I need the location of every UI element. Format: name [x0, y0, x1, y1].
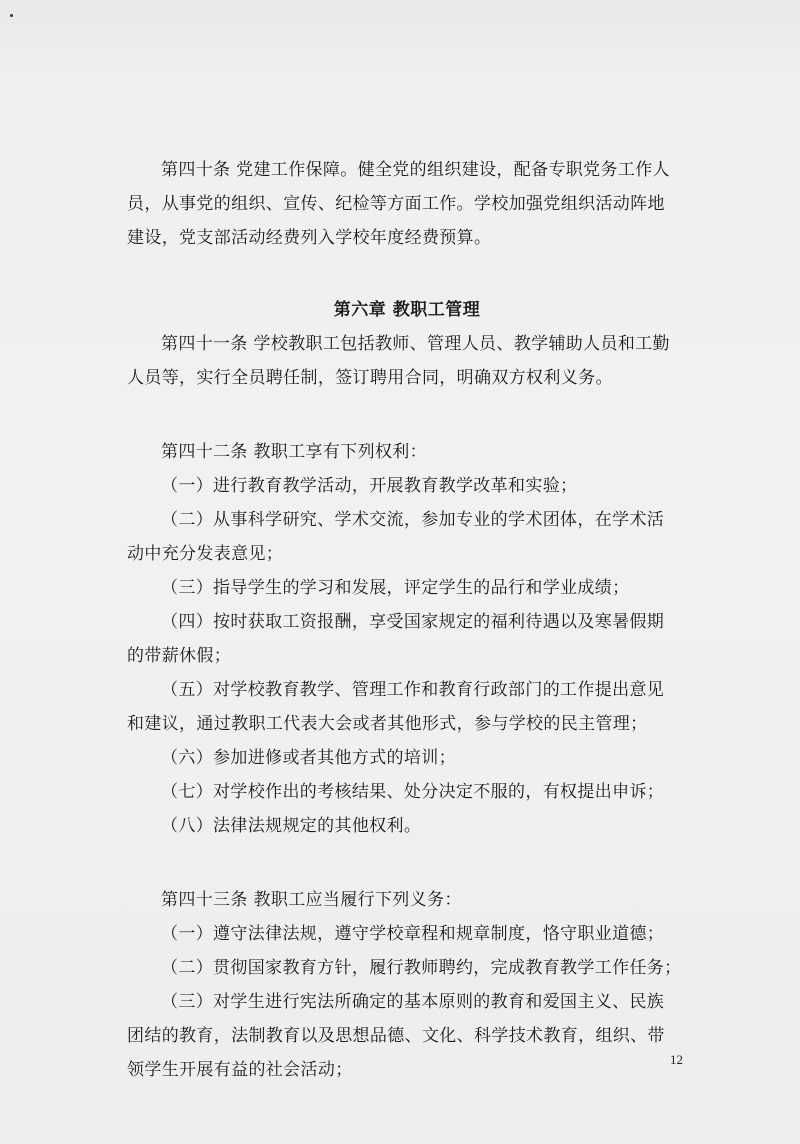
list-item-continuation: 和建议，通过教职工代表大会或者其他形式，参与学校的民主管理；: [127, 714, 648, 734]
list-item: （四）按时获取工资报酬，享受国家规定的福利待遇以及寒暑假期: [161, 612, 665, 632]
list-item: （三）指导学生的学习和发展，评定学生的品行和学业成绩；: [161, 578, 630, 598]
list-item: （八）法律法规规定的其他权利。: [161, 816, 422, 836]
page-number: 12: [670, 1052, 683, 1067]
chapter-title: 第六章 教职工管理: [333, 300, 481, 320]
list-item: （三）对学生进行宪法所确定的基本原则的教育和爱国主义、民族: [161, 992, 665, 1012]
list-item: （一）遵守法律法规，遵守学校章程和规章制度，恪守职业道德；: [161, 924, 665, 944]
article-42: [127, 435, 687, 843]
list-item-continuation: 团结的教育，法制教育以及思想品德、文化、科学技术教育，组织、带: [127, 1026, 665, 1046]
paragraph-line: 第四十条 党建工作保障。健全党的组织建设，配备专职党务工作人: [161, 160, 670, 180]
paragraph-line: 第四十一条 学校教职工包括教师、管理人员、教学辅助人员和工勤: [161, 334, 670, 354]
list-item: （二）贯彻国家教育方针，履行教师聘约，完成教育教学工作任务；: [161, 958, 682, 978]
list-item-continuation: 的带薪休假；: [127, 646, 232, 666]
paragraph-line: 人员等，实行全员聘任制，签订聘用合同，明确双方权利义务。: [127, 368, 613, 388]
scan-speck: [10, 14, 13, 17]
article-heading: 第四十二条 教职工享有下列权利：: [161, 442, 428, 462]
document-body: [127, 153, 687, 1087]
paragraph-line: 员，从事党的组织、宣传、纪检等方面工作。学校加强党组织活动阵地: [127, 194, 665, 214]
spacer: [127, 255, 687, 293]
article-heading: 第四十三条 教职工应当履行下列义务：: [161, 890, 462, 910]
article-43: [127, 883, 687, 1087]
article-41: [127, 327, 687, 395]
list-item: （五）对学校教育教学、管理工作和教育行政部门的工作提出意见: [161, 680, 665, 700]
list-item: （一）进行教育教学活动，开展教育教学改革和实验；: [161, 476, 578, 496]
list-item: （六）参加进修或者其他方式的培训；: [161, 748, 456, 768]
list-item: （七）对学校作出的考核结果、处分决定不服的，有权提出申诉；: [161, 782, 665, 802]
list-item-continuation: 动中充分发表意见；: [127, 544, 284, 564]
article-40: [127, 153, 687, 255]
paragraph-line: 建设，党支部活动经费列入学校年度经费预算。: [127, 228, 492, 248]
spacer: [127, 395, 687, 435]
list-item: （二）从事科学研究、学术交流，参加专业的学术团体，在学术活: [161, 510, 665, 530]
spacer: [127, 843, 687, 883]
list-item-continuation: 领学生开展有益的社会活动；: [127, 1060, 353, 1080]
